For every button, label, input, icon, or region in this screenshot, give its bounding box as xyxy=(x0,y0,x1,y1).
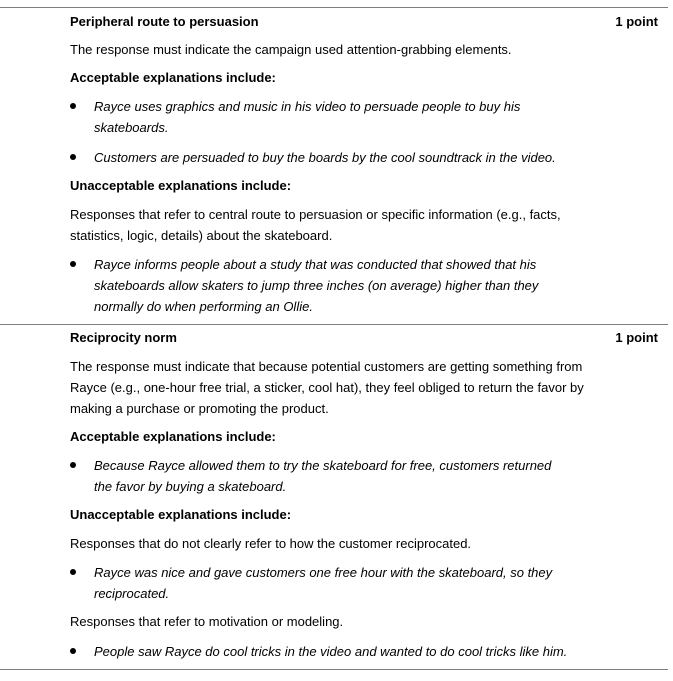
unacceptable-example: Rayce informs people about a study that was conducted that showed that his skateboards allow skaters to jump three inches (on average) higher than they normally do when performing an Ollie. xyxy=(94,257,539,314)
bullet-icon xyxy=(70,154,76,160)
unacceptable-note: Responses that refer to central route to persuasion or specific information (e.g., facts, statistics, logic, details) about the skateboard. xyxy=(70,207,561,243)
unacceptable-heading: Unacceptable explanations include: xyxy=(70,178,292,193)
section-title: Peripheral route to persuasion xyxy=(70,14,259,29)
bullet-icon xyxy=(70,103,76,109)
unacceptable-example: Rayce was nice and gave customers one free hour with the skateboard, so they reciprocated. xyxy=(94,565,553,601)
unacceptable-example: People saw Rayce do cool tricks in the video and wanted to do cool tricks like him. xyxy=(94,644,568,659)
bullet-icon xyxy=(70,261,76,267)
bullet-icon xyxy=(70,569,76,575)
acceptable-example: Because Rayce allowed them to try the skateboard for free, customers returned the favor by buying a skateboard. xyxy=(94,458,552,494)
section-divider xyxy=(0,324,668,325)
points-label: 1 point xyxy=(615,14,658,29)
section-title: Reciprocity norm xyxy=(70,330,177,345)
requirement-text: The response must indicate that because potential customers are getting something from Rayce (e.g., one-hour free trial, a sticker, cool hat), they feel obliged to return the favor by making a purchase or promoting the product. xyxy=(70,359,584,416)
points-label: 1 point xyxy=(615,330,658,345)
top-rule xyxy=(0,7,668,8)
bottom-rule xyxy=(0,669,668,670)
acceptable-example: Customers are persuaded to buy the boards by the cool soundtrack in the video. xyxy=(94,150,556,165)
unacceptable-note: Responses that refer to motivation or modeling. xyxy=(70,614,344,629)
acceptable-example: Rayce uses graphics and music in his video to persuade people to buy his skateboards. xyxy=(94,99,521,135)
requirement-text: The response must indicate the campaign used attention-grabbing elements. xyxy=(70,42,512,57)
acceptable-heading: Acceptable explanations include: xyxy=(70,429,276,444)
bullet-icon xyxy=(70,648,76,654)
unacceptable-note: Responses that do not clearly refer to how the customer reciprocated. xyxy=(70,536,472,551)
bullet-icon xyxy=(70,462,76,468)
unacceptable-heading: Unacceptable explanations include: xyxy=(70,507,292,522)
acceptable-heading: Acceptable explanations include: xyxy=(70,70,276,85)
